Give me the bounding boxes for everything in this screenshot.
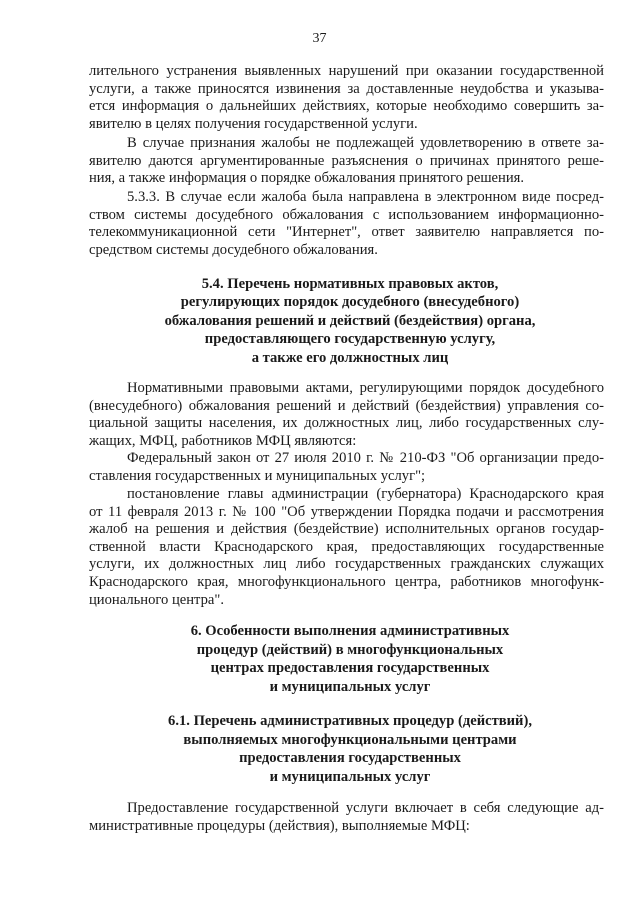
paragraph-complaint-remedy [89, 63, 604, 133]
text-line: 5.3.3. В случае если жалоба была направлена в электронном виде посред- [127, 189, 604, 205]
text-line: министративные процедуры (действия), выполняемые МФЦ: [89, 817, 470, 834]
heading-line: выполняемых многофункциональными центрами [183, 731, 517, 748]
heading-6-1 [60, 712, 639, 786]
heading-line: 6.1. Перечень административных процедур (действий), [168, 713, 532, 729]
heading-line: предоставления государственных [239, 750, 461, 767]
heading-line: и муниципальных услуг [269, 678, 431, 695]
heading-5-4 [60, 275, 639, 367]
text-line: Нормативными правовыми актами, регулирующими порядок досудебного [127, 380, 604, 396]
paragraph-governor-decree [89, 486, 604, 609]
heading-line: 6. Особенности выполнения административных [190, 623, 510, 639]
text-line: постановление главы администрации (губернатора) Краснодарского края [127, 486, 604, 502]
text-line: телекоммуникационной сети "Интернет", ответ заявителю направляется по- [89, 224, 604, 241]
heading-line: регулирующих порядок досудебного (внесудебного) [180, 294, 520, 311]
text-line: циальной защиты населения, их должностных лиц, либо государственных слу- [89, 415, 604, 432]
text-line: средством системы досудебного обжалования. [89, 241, 378, 258]
heading-line: предоставляющего государственную услугу, [204, 331, 496, 348]
paragraph-complaint-rejected [89, 135, 604, 188]
text-line: жалоб на решения и действия (бездействие) исполнительных органов государ- [89, 521, 604, 538]
text-line: ственной власти Краснодарского края, предоставляющих государственные [89, 538, 604, 555]
text-line: ния, а также информация о порядке обжалования принятого решения. [89, 170, 525, 187]
text-line: явителю в целях получения государственной услуги. [89, 115, 418, 132]
paragraph-federal-law [89, 450, 604, 485]
text-line: от 11 февраля 2013 г. № 100 "Об утверждении Порядка подачи и рассмотрения [89, 503, 604, 520]
paragraph-normative-acts [89, 380, 604, 450]
heading-line: центрах предоставления государственных [210, 660, 490, 677]
page-number: 37 [312, 31, 327, 46]
text-line: лительного устранения выявленных нарушений при оказании государственной [89, 63, 604, 79]
text-line: услуги, их должностных лиц либо государственных гражданских служащих [89, 556, 604, 573]
heading-line: обжалования решений и действий (бездействия) органа, [164, 312, 536, 329]
heading-6 [60, 622, 639, 696]
text-line: явителю даются аргументированные разъяснения о причинах принятого реше- [89, 152, 604, 169]
heading-line: процедур (действий) в многофункциональных [196, 641, 504, 658]
text-line: Федеральный закон от 27 июля 2010 г. № 210-ФЗ "Об организации предо- [127, 450, 604, 466]
text-line: (внесудебного) обжалования решений и действий (бездействия) управления со- [89, 397, 604, 414]
text-line: ционального центра". [89, 591, 224, 608]
text-line: ставления государственных и муниципальных услуг"; [89, 467, 426, 484]
heading-line: 5.4. Перечень нормативных правовых актов, [201, 276, 499, 292]
text-line: В случае признания жалобы не подлежащей удовлетворению в ответе за- [127, 135, 604, 151]
text-line: услуги, а также приносятся извинения за доставленные неудобства и указыва- [89, 80, 604, 97]
text-line: Предоставление государственной услуги включает в себя следующие ад- [127, 800, 604, 816]
text-line: ством системы досудебного обжалования с использованием информационно- [89, 206, 604, 223]
text-line: жащих, МФЦ, работников МФЦ являются: [89, 432, 357, 449]
heading-line: а также его должностных лиц [251, 349, 449, 366]
text-line: Краснодарского края, многофункционального центра, работников многофунк- [89, 573, 604, 590]
paragraph-5-3-3 [89, 189, 604, 259]
text-line: ется информация о дальнейших действиях, которые необходимо совершить за- [89, 98, 604, 115]
heading-line: и муниципальных услуг [269, 768, 431, 785]
paragraph-mfc-procedures [89, 800, 604, 835]
